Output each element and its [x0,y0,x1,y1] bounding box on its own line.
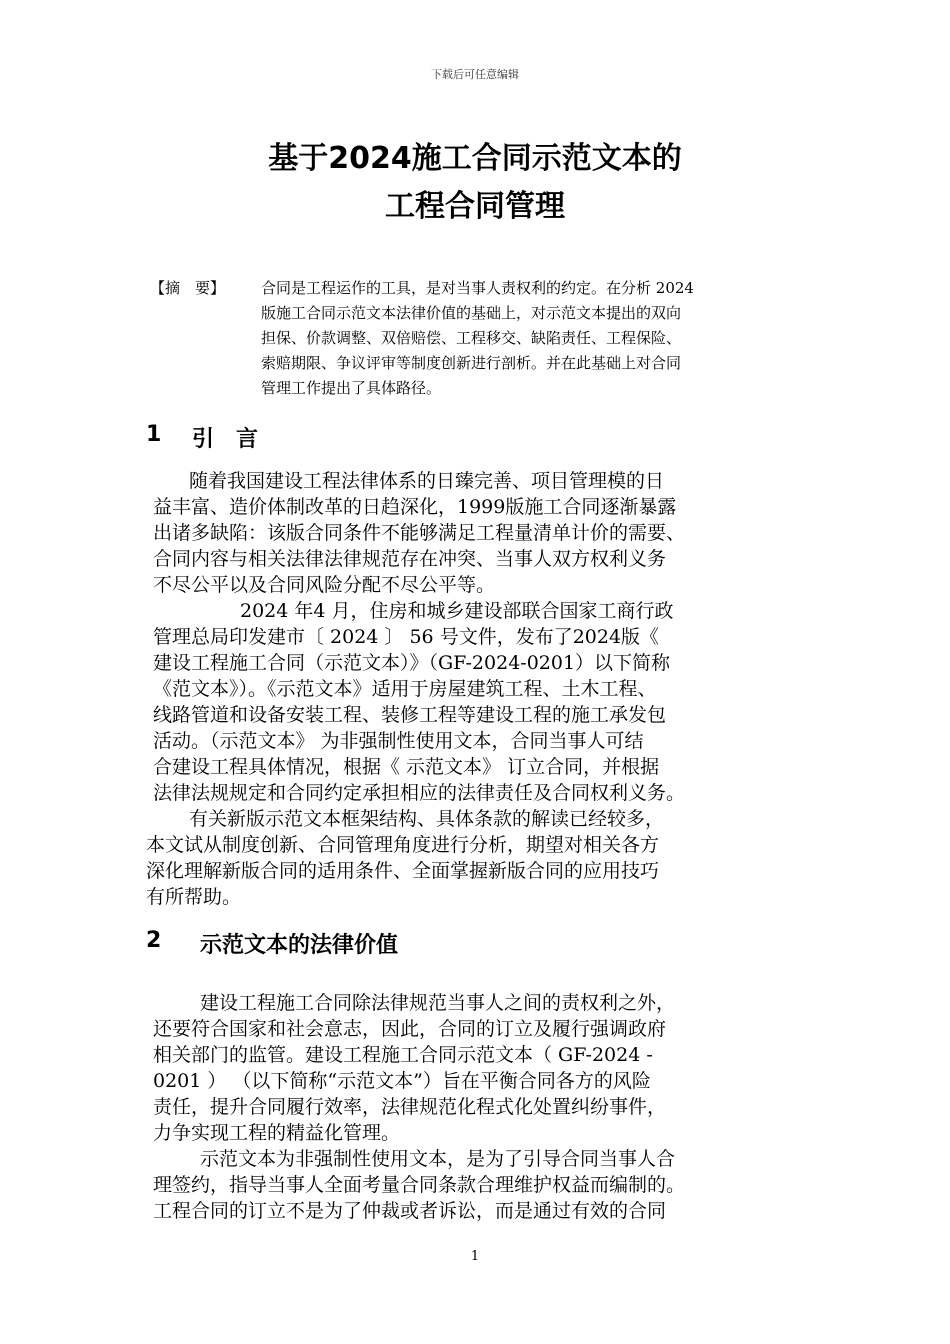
paragraph-line: 《范文本》）。《示范文本》适用于房屋建筑工程、土木工程、 [153,678,657,700]
page-number: 1 [470,1249,480,1264]
section-1-heading: 引 言 [192,427,259,452]
paragraph-line: 示范文本为非强制性使用文本，是为了引导合同当事人合 [200,1148,676,1170]
section-1-number: 1 [146,422,162,447]
paragraph-line: 线路管道和设备安装工程、装修工程等建设工程的施工承发包 [153,704,667,726]
paragraph-line: 活动。（示范文本》 为非强制性使用文本，合同当事人可结 [153,730,644,752]
paragraph-line: 管理总局印发建市〔 2024 〕 56 号文件，发布了2024版《 [153,626,660,648]
paragraph-line: 力争实现工程的精益化管理。 [153,1122,401,1144]
paragraph-line: 法律法规规定和合同约定承担相应的法律责任及合同权利义务。 [153,782,686,804]
paragraph-line: 合同内容与相关法律法律规范存在冲突、当事人双方权利义务 [153,548,667,570]
paragraph-line: 建设工程施工合同除法律规范当事人之间的责权利之外， [200,992,676,1014]
section-2-number: 2 [146,928,162,953]
paragraph-line: 深化理解新版合同的适用条件、全面掌握新版合同的应用技巧 [146,860,660,882]
paragraph-line: 有关新版示范文本框架结构、具体条款的解读已经较多， [189,808,665,830]
paragraph-line: 益丰富、造价体制改革的日趋深化，1999版施工合同逐渐暴露 [153,496,677,518]
abstract-line: 担保、价款调整、双倍赔偿、工程移交、缺陷责任、工程保险、 [261,329,682,347]
abstract-line: 索赔期限、争议评审等制度创新进行剖析。并在此基础上对合同 [261,354,682,372]
paragraph-line: 相关部门的监管。建设工程施工合同示范文本（ GF-2024 - [153,1044,653,1066]
paragraph-line: 理签约，指导当事人全面考量合同条款合理维护权益而编制的。 [153,1174,686,1196]
paragraph-line: 工程合同的订立不是为了仲裁或者诉讼，而是通过有效的合同 [153,1200,667,1222]
paragraph-line: 2024 年4 月，住房和城乡建设部联合国家工商行政 [240,600,674,622]
abstract-line: 合同是工程运作的工具，是对当事人责权利的约定。在分析 2024 [261,279,694,297]
paragraph-line: 本文试从制度创新、合同管理角度进行分析，期望对相关各方 [146,834,660,856]
page-header: 下载后可任意编辑 [431,68,519,81]
paragraph-line: 0201 ） （以下简称“示范文本”）旨在平衡合同各方的风险 [153,1070,651,1092]
paragraph-line: 不尽公平以及合同风险分配不尽公平等。 [153,574,496,596]
paragraph-line: 随着我国建设工程法律体系的日臻完善、项目管理模的日 [189,470,665,492]
abstract-line: 管理工作提出了具体路径。 [261,379,442,397]
paragraph-line: 有所帮助。 [146,886,242,908]
paragraph-line: 责任，提升合同履行效率，法律规范化程式化处置纠纷事件， [153,1096,667,1118]
paragraph-line: 还要符合国家和社会意志，因此，合同的订立及履行强调政府 [153,1018,667,1040]
paragraph-line: 合建设工程具体情况，根据《 示范文本》 订立合同，并根据 [153,756,660,778]
paragraph-line: 出诸多缺陷：该版合同条件不能够满足工程量清单计价的需要、 [153,522,686,544]
paragraph-line: 建设工程施工合同（示范文本）》（GF-2024-0201）以下简称 [153,652,671,674]
document-title-line-1: 基于2024施工合同示范文本的 [268,141,682,176]
document-title-line-2: 工程合同管理 [385,189,565,224]
abstract-label: 【摘 要】 [150,279,226,297]
section-2-heading: 示范文本的法律价值 [200,933,399,958]
abstract-line: 版施工合同示范文本法律价值的基础上，对示范文本提出的双向 [261,304,682,322]
